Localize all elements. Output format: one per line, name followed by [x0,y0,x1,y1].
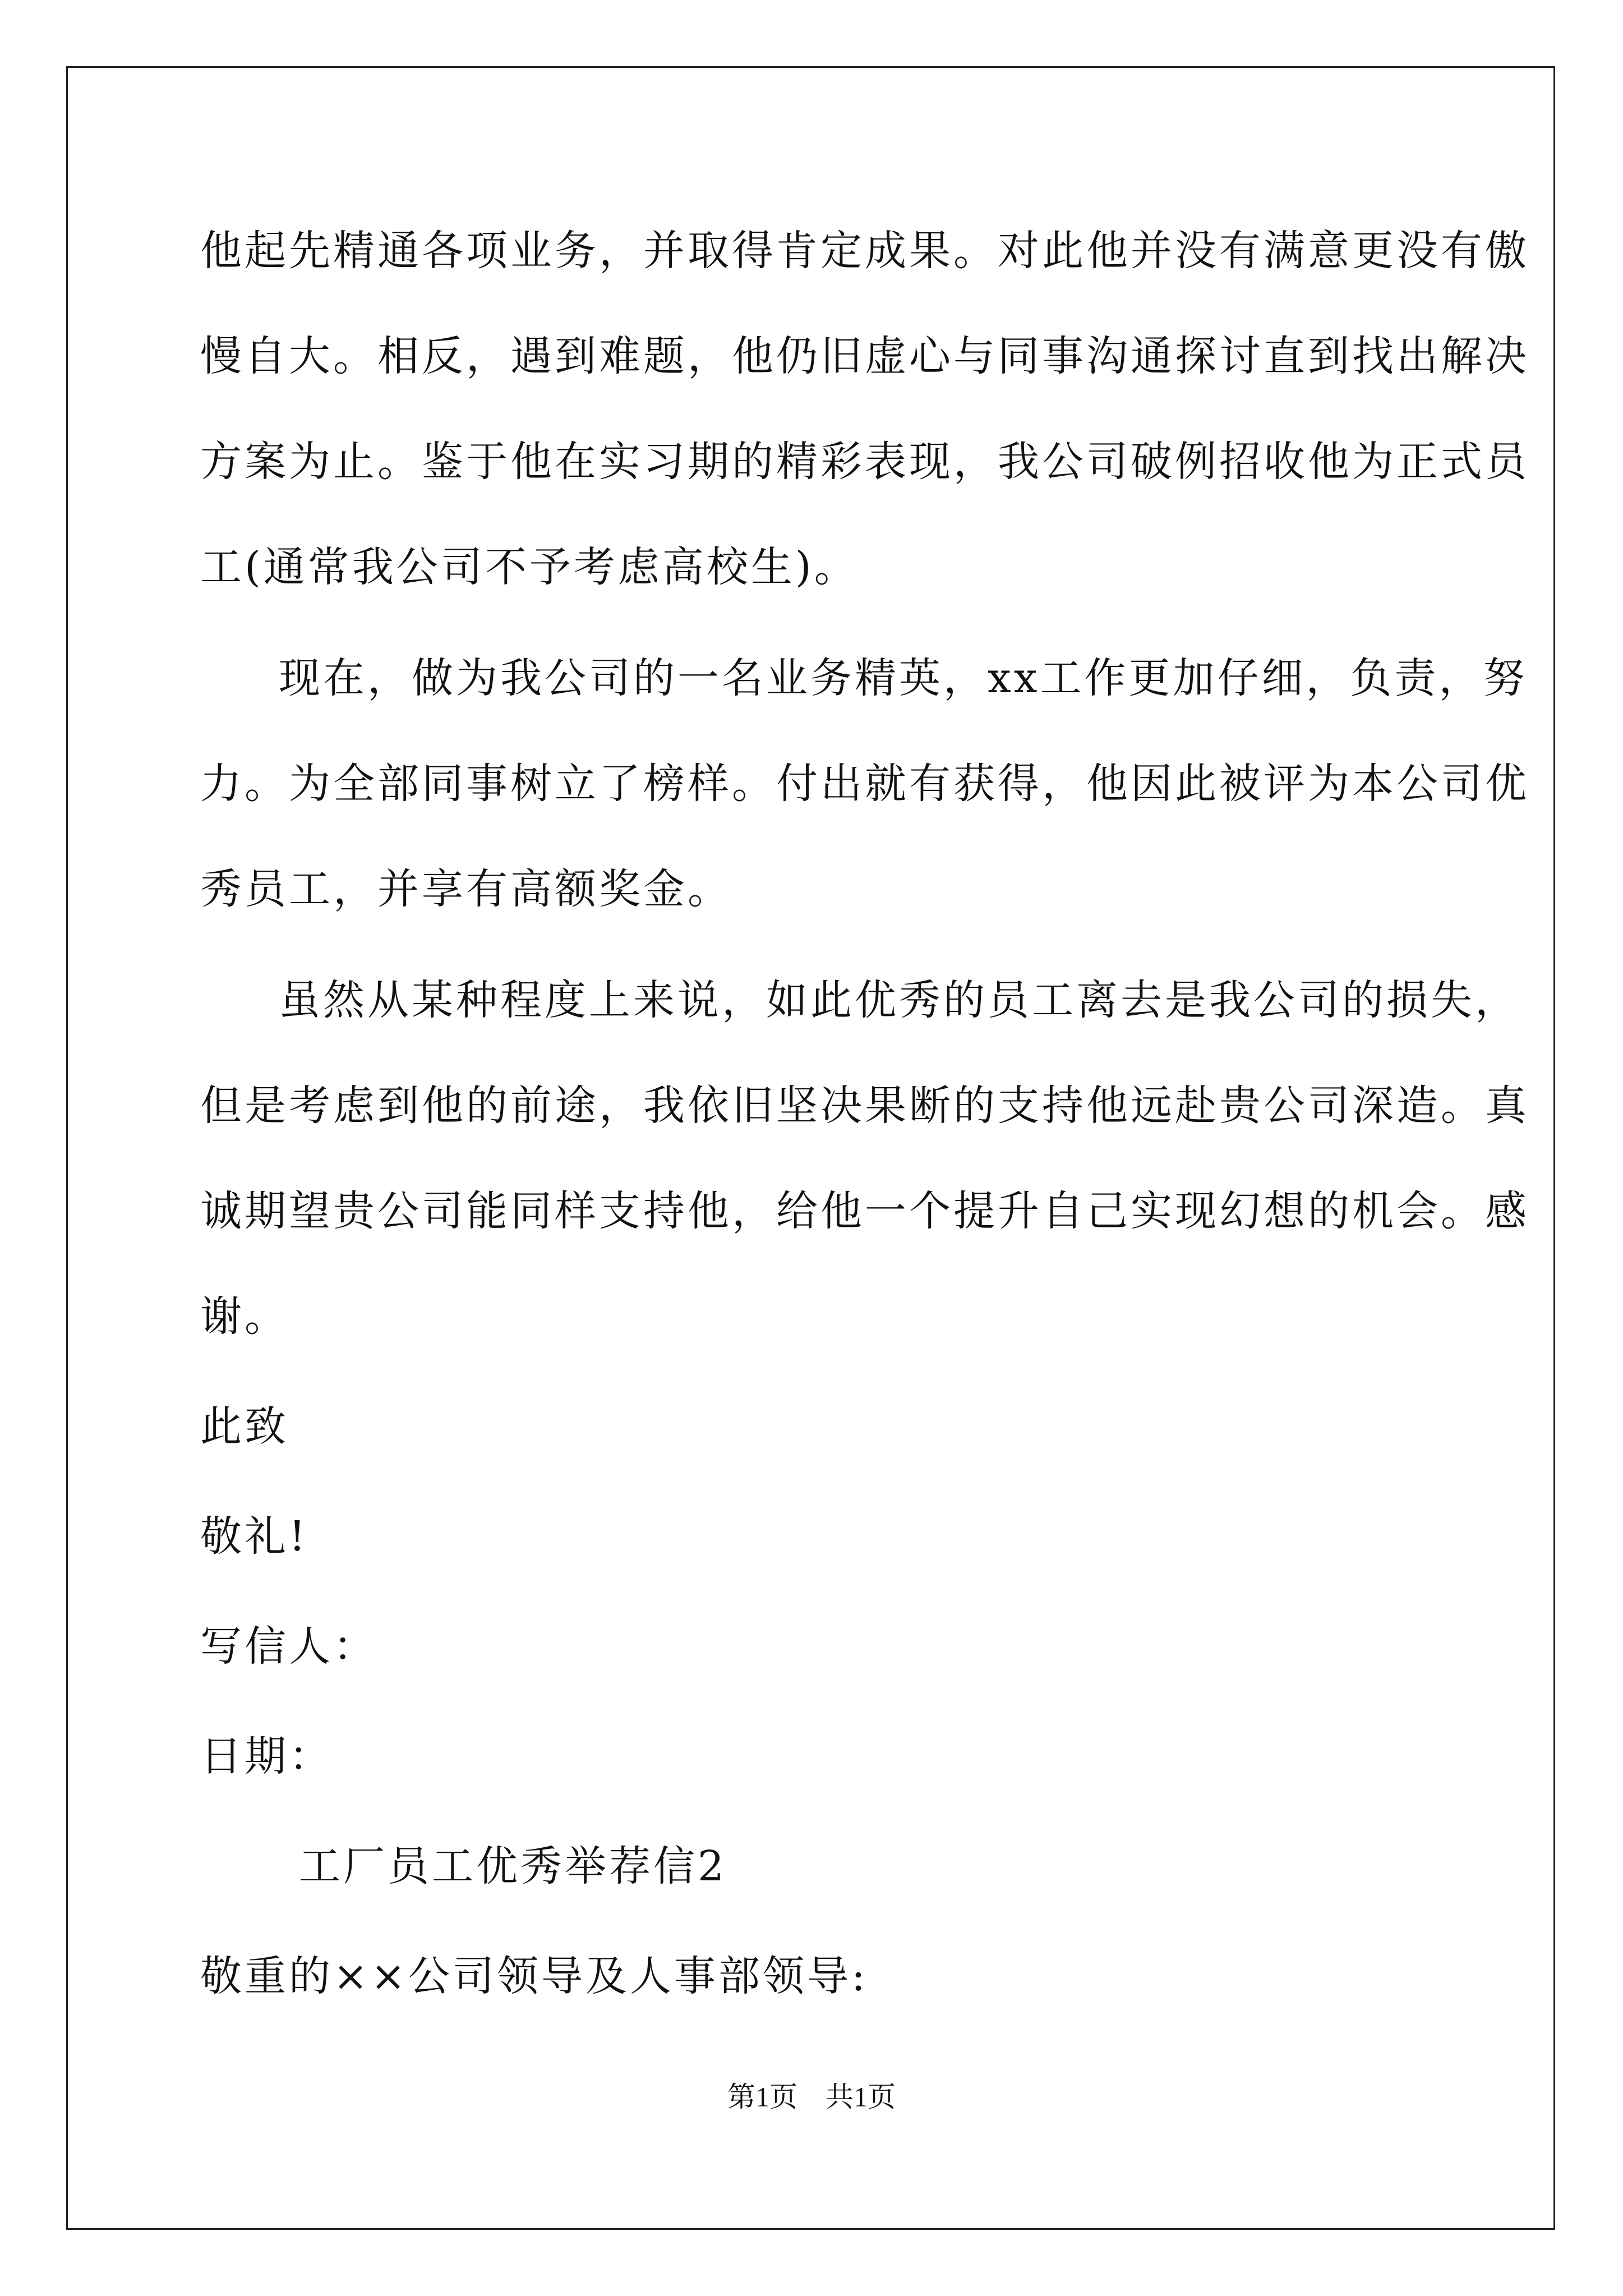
section-title: 工厂员工优秀举荐信2 [299,1842,727,1890]
paragraph-line: 慢自大。相反，遇到难题，他仍旧虚心与同事沟通探讨直到找出解决 [200,332,1529,380]
paragraph-line: 但是考虑到他的前途，我依旧坚决果断的支持他远赴贵公司深造。真 [200,1082,1529,1130]
closing-line: 此致 [200,1402,289,1451]
paragraph-line: 虽然从某种程度上来说，如此优秀的员工离去是我公司的损失， [279,976,1519,1024]
page-footer: 第1页 共1页 [727,2081,896,2113]
page-border [66,66,1555,2230]
paragraph-line: 现在，做为我公司的一名业务精英，xx工作更加仔细，负责，努 [279,654,1528,702]
paragraph-line: 他起先精通各项业务，并取得肯定成果。对此他并没有满意更没有傲 [200,227,1529,275]
paragraph-line: 秀员工，并享有高额奖金。 [200,865,732,913]
paragraph-line: 力。为全部同事树立了榜样。付出就有获得，他因此被评为本公司优 [200,760,1529,808]
paragraph-line: 谢。 [200,1292,289,1341]
date-line: 日期： [200,1732,333,1780]
paragraph-line: 诚期望贵公司能同样支持他，给他一个提升自己实现幻想的机会。感 [200,1187,1529,1235]
salutation-line: 敬礼! [200,1512,308,1561]
writer-line: 写信人： [200,1622,377,1671]
paragraph-line: 工(通常我公司不予考虑高校生)。 [200,543,859,591]
paragraph-line: 方案为止。鉴于他在实习期的精彩表现，我公司破例招收他为正式员 [200,438,1529,486]
greeting-line: 敬重的××公司领导及人事部领导: [200,1952,868,2000]
